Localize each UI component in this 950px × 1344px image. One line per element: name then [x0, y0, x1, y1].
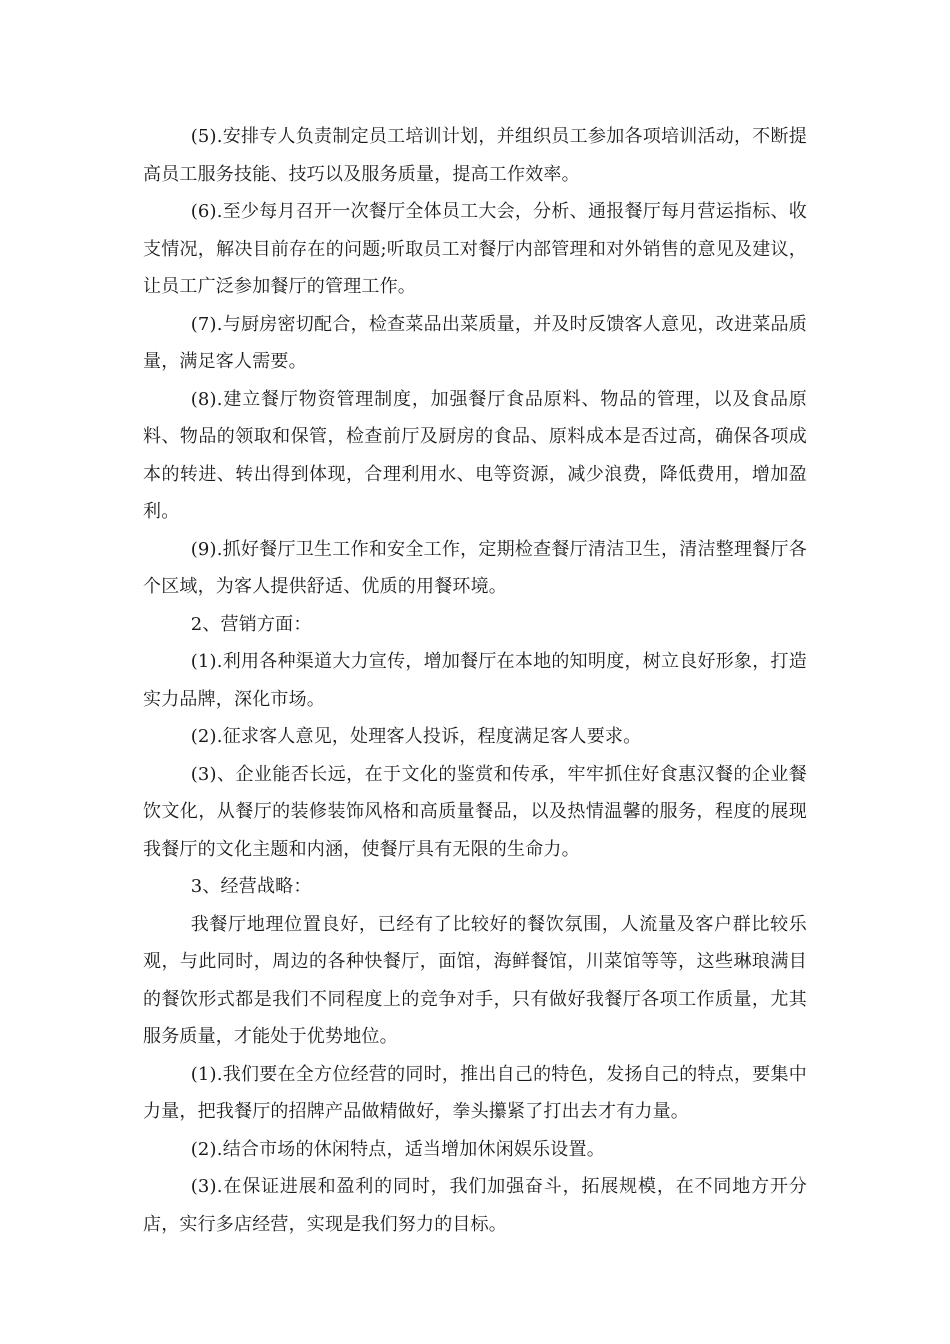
paragraph-signature-products: (1).我们要在全方位经营的同时，推出自己的特色，发扬自己的特点，要集中力量，把我餐厅的招牌产品做精做好，拳头攥紧了打出去才有力量。	[143, 1063, 807, 1122]
document-body	[143, 118, 807, 1243]
paragraph-promotion: (1).利用各种渠道大力宣传，增加餐厅在本地的知明度，树立良好形象，打造实力品牌，深化市场。	[143, 651, 807, 710]
paragraph-materials-management: (8).建立餐厅物资管理制度，加强餐厅食品原料、物品的管理，以及食品原料、物品的领取和保管，检查前厅及厨房的食品、原料成本是否过高，确保各项成本的转进、转出得到体现，合理利用水、电等资源，减少浪费，降低费用，增加盈利。	[143, 388, 807, 522]
paragraph-customer-feedback: (2).征求客人意见，处理客人投诉，程度满足客人要求。	[190, 726, 642, 747]
section-heading-strategy: 3、经营战略：	[190, 876, 312, 897]
section-heading-marketing: 2、营销方面：	[190, 613, 312, 635]
paragraph-corporate-culture: (3)、企业能否长远，在于文化的鉴赏和传承，牢牢抓住好食惠汉餐的企业餐饮文化，从餐厅的装修装饰风格和高质量餐品，以及热情温馨的服务，程度的展现我餐厅的文化主题和内涵，使餐厅具有无限的生命力。	[143, 763, 807, 860]
paragraph-training-plan: (5).安排专人负责制定员工培训计划，并组织员工参加各项培训活动，不断提高员工服务技能、技巧以及服务质量，提高工作效率。	[143, 126, 807, 185]
paragraph-hygiene-safety: (9).抓好餐厅卫生工作和安全工作，定期检查餐厅清洁卫生，清洁整理餐厅各个区域，为客人提供舒适、优质的用餐环境。	[143, 538, 807, 597]
paragraph-leisure-entertainment: (2).结合市场的休闲特点，适当增加休闲娱乐设置。	[190, 1138, 605, 1160]
paragraph-staff-meeting: (6).至少每月召开一次餐厅全体员工大会，分析、通报餐厅每月营运指标、收支情况，解决目前存在的问题;听取员工对餐厅内部管理和对外销售的意见及建议，让员工广泛参加餐厅的管理工作。	[143, 201, 807, 297]
paragraph-location-competition: 我餐厅地理位置良好，已经有了比较好的餐饮氛围，人流量及客户群比较乐观，与此同时，周边的各种快餐厅，面馆，海鲜餐馆，川菜馆等等，这些琳琅满目的餐饮形式都是我们不同程度上的竞争对手，只有做好我餐厅各项工作质量，尤其服务质量，才能处于优势地位。	[143, 913, 807, 1047]
paragraph-expansion: (3).在保证进展和盈利的同时，我们加强奋斗，拓展规模，在不同地方开分店，实行多店经营，实现是我们努力的目标。	[143, 1176, 807, 1235]
paragraph-kitchen-cooperation: (7).与厨房密切配合，检查菜品出菜质量，并及时反馈客人意见，改进菜品质量，满足客人需要。	[143, 313, 807, 372]
